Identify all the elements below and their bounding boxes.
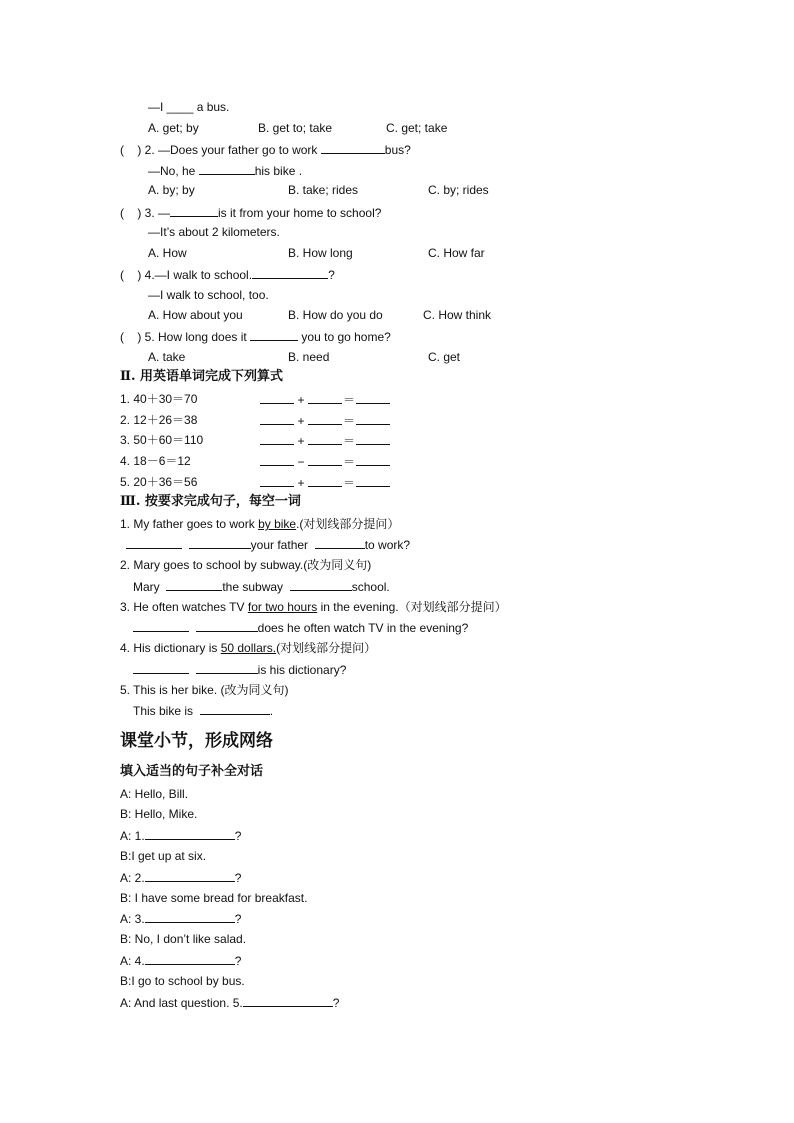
math-blank[interactable] — [260, 475, 294, 487]
q5-option-c: C. get — [428, 350, 461, 364]
s3-blank-1[interactable] — [133, 620, 189, 632]
q3-answer: —It’s about 2 kilometers. — [148, 225, 280, 239]
q2-option-b: B. take; rides — [288, 183, 359, 197]
s3-answer: does he often watch TV in the evening? — [133, 620, 468, 636]
q1-option-a: A. get; by — [148, 121, 199, 135]
s4-blank-2[interactable] — [196, 662, 258, 674]
s5-answer: This bike is . — [133, 704, 274, 718]
summary-title: 课堂小节，形成网络 — [120, 731, 273, 751]
q2-stem: ( ) 2. —Does your father go to work bus? — [120, 143, 411, 157]
q2-blank-1[interactable] — [321, 142, 385, 154]
s4-blank-1[interactable] — [133, 662, 189, 674]
dialogue-blank-2[interactable] — [145, 870, 235, 882]
q1-option-c: C. get; take — [386, 121, 448, 135]
math-blank[interactable] — [356, 433, 390, 445]
dialogue-line: A: 2. ? — [120, 871, 242, 885]
math-expr-2: 2. 12＋26＝38 — [120, 413, 198, 427]
s4-question: 4. His dictionary is 50 dollars.(对划线部分提问） — [120, 641, 377, 655]
dialogue-line: B: Hello, Mike. — [120, 807, 198, 821]
s2-answer: Mary the subway school. — [133, 580, 390, 594]
math-blanks-3: + ＝ — [260, 433, 390, 449]
q4-option-b: B. How do you do — [288, 308, 383, 322]
q5-stem: ( ) 5. How long does it you to go home? — [120, 330, 391, 344]
math-blank[interactable] — [260, 454, 294, 466]
s2-blank-1[interactable] — [166, 579, 222, 591]
math-blank[interactable] — [260, 433, 294, 445]
math-expr-1: 1. 40＋30＝70 — [120, 392, 198, 406]
s3-blank-2[interactable] — [196, 620, 258, 632]
math-blanks-2: + ＝ — [260, 413, 390, 429]
dialogue-blank-1[interactable] — [145, 828, 235, 840]
math-blanks-5: + ＝ — [260, 475, 390, 491]
math-blank[interactable] — [356, 413, 390, 425]
dialogue-line: B:I go to school by bus. — [120, 974, 245, 988]
s4-answer: is his dictionary? — [133, 662, 346, 678]
dialogue-line: A: 3. ? — [120, 912, 242, 926]
dialogue-line: A: 1. ? — [120, 829, 242, 843]
dialogue-line: B: No, I don’t like salad. — [120, 932, 247, 946]
s5-question: 5. This is her bike. (改为同义句) — [120, 683, 289, 697]
math-blank[interactable] — [308, 454, 342, 466]
math-blank[interactable] — [308, 392, 342, 404]
math-blank[interactable] — [308, 433, 342, 445]
dialogue-blank-4[interactable] — [145, 953, 235, 965]
q5-option-a: A. take — [148, 350, 186, 364]
q2-blank-2[interactable] — [199, 163, 255, 175]
q1-option-b: B. get to; take — [258, 121, 333, 135]
q4-option-a: A. How about you — [148, 308, 243, 322]
s1-blank-1[interactable] — [126, 537, 182, 549]
s1-blank-3[interactable] — [315, 537, 365, 549]
part3-heading: Ⅲ. 按要求完成句子，每空一词 — [120, 494, 301, 509]
dialogue-blank-5[interactable] — [243, 995, 333, 1007]
q4-answer: —I walk to school, too. — [148, 288, 269, 302]
summary-subtitle: 填入适当的句子补全对话 — [120, 764, 264, 779]
q4-stem: ( ) 4.—I walk to school. ? — [120, 268, 335, 282]
dialogue-line: A: Hello, Bill. — [120, 787, 189, 801]
dialogue-blank-3[interactable] — [145, 911, 235, 923]
s1-question: 1. My father goes to work by bike.(对划线部分提问） — [120, 517, 400, 531]
q5-option-b: B. need — [288, 350, 330, 364]
math-blank[interactable] — [356, 454, 390, 466]
math-blanks-4: − ＝ — [260, 454, 390, 470]
q3-option-b: B. How long — [288, 246, 353, 260]
q2-option-a: A. by; by — [148, 183, 195, 197]
math-blank[interactable] — [356, 392, 390, 404]
s3-question: 3. He often watches TV for two hours in the evening.（对划线部分提问） — [120, 600, 507, 614]
q5-blank[interactable] — [250, 329, 298, 341]
q3-blank[interactable] — [170, 205, 218, 217]
dialogue-line: B:I get up at six. — [120, 849, 207, 863]
math-blank[interactable] — [308, 475, 342, 487]
s5-blank[interactable] — [200, 703, 270, 715]
math-blank[interactable] — [260, 392, 294, 404]
math-blank[interactable] — [308, 413, 342, 425]
q3-stem: ( ) 3. — is it from your home to school? — [120, 206, 382, 220]
math-expr-3: 3. 50＋60＝110 — [120, 433, 204, 447]
math-blank[interactable] — [356, 475, 390, 487]
math-expr-5: 5. 20＋36＝56 — [120, 475, 198, 489]
q2-option-c: C. by; rides — [428, 183, 489, 197]
q3-option-c: C. How far — [428, 246, 485, 260]
dialogue-line: B: I have some bread for breakfast. — [120, 891, 308, 905]
s1-blank-2[interactable] — [189, 537, 251, 549]
q2-answer: —No, he his bike . — [148, 164, 303, 178]
q4-option-c: C. How think — [423, 308, 492, 322]
math-expr-4: 4. 18－6＝12 — [120, 454, 191, 468]
q1-answer-line: —I ____ a bus. — [148, 100, 230, 114]
s1-answer: your father to work? — [126, 537, 410, 553]
math-blank[interactable] — [260, 413, 294, 425]
dialogue-line: A: 4. ? — [120, 954, 242, 968]
q3-option-a: A. How — [148, 246, 187, 260]
s2-blank-2[interactable] — [290, 579, 352, 591]
math-blanks-1: + ＝ — [260, 392, 390, 408]
s2-question: 2. Mary goes to school by subway.(改为同义句) — [120, 558, 372, 572]
part2-heading: Ⅱ. 用英语单词完成下列算式 — [120, 369, 284, 384]
q4-blank[interactable] — [252, 267, 328, 279]
dialogue-line: A: And last question. 5. ? — [120, 996, 340, 1010]
